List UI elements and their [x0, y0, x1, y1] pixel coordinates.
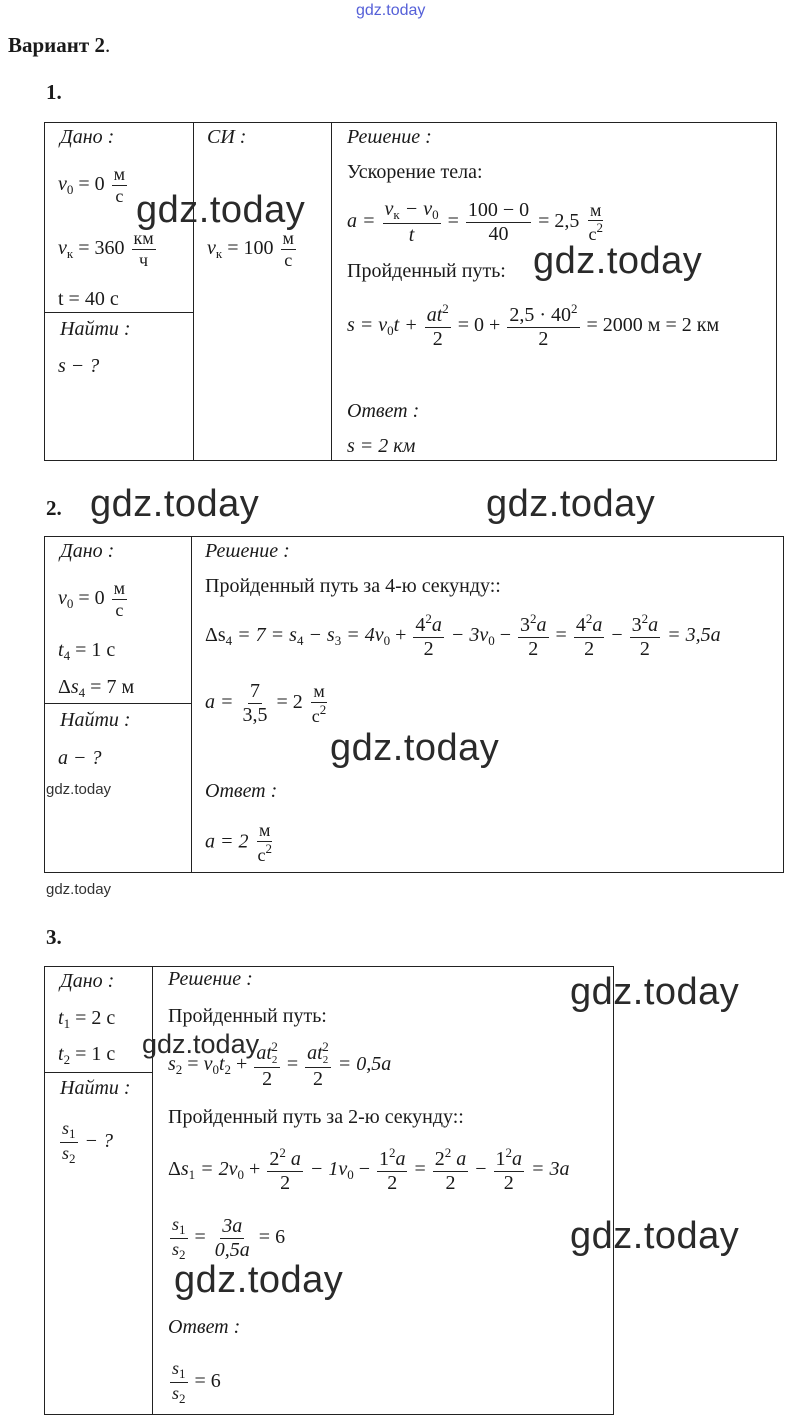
given-t: t = 40 с: [58, 288, 119, 310]
ratio-formula: $\frac{s_1}{s_2}$ = $\frac{3a}{0,5a}$ = 6: [172, 1214, 286, 1262]
si-vk: $v_к = 100$ $\frac{м}{с}$: [207, 228, 294, 270]
step-title: Пройденный путь:: [168, 1005, 327, 1027]
step-title: Ускорение тела:: [347, 161, 483, 183]
divider: [331, 122, 332, 461]
divider: [44, 312, 193, 313]
given-v0: $v_0 = 0$ $\frac{м}{с}$: [58, 164, 126, 206]
step-title: Пройденный путь:: [347, 260, 506, 282]
watermark: gdz.today: [330, 727, 500, 769]
find-value: s − ?: [58, 355, 100, 377]
watermark: gdz.today: [136, 189, 306, 231]
watermark-top: gdz.today: [356, 2, 426, 19]
answer-label: Ответ :: [168, 1316, 241, 1338]
answer-label: Ответ :: [205, 780, 278, 802]
find-value: $\frac{s_1}{s_2}$ − ?: [62, 1118, 114, 1166]
solution-label: Решение :: [347, 126, 432, 148]
divider: [44, 1072, 152, 1073]
answer-value: s = 2 км: [347, 435, 416, 457]
watermark: gdz.today: [570, 1215, 740, 1257]
problem-2-number: 2.: [46, 496, 62, 520]
answer-value: $\frac{s_1}{s_2}$ = 6: [172, 1358, 221, 1406]
given-v0: $v_0 = 0$ $\frac{м}{с}$: [58, 578, 126, 620]
s2-formula: $s_2 = v_0t_2$ + $\frac{at_2^2}{2}$ = $\frac{at_2^2}{2}$ = 0,5a: [168, 1039, 392, 1090]
a-formula: a = $\frac{7}{3,5}$ = 2 $\frac{м}{с^2}$: [205, 680, 327, 726]
ds4-formula: $\Delta s_4 = 7 = s_4 - s_3 = 4v_0$ + $\frac{4^2a}{2}$ − $3v_0$ − $\frac{3^2a}{2}$ = $\frac{4^2a}{2}$ − $\frac{3^2a}{2}$ = 3,5a: [205, 611, 721, 660]
solution-label: Решение :: [168, 968, 253, 990]
find-label: Найти :: [60, 318, 131, 340]
step-title: Пройденный путь за 2-ю секунду::: [168, 1106, 464, 1128]
ds1-formula: $\Delta s_1 = 2v_0$ + $\frac{2^2 a}{2}$ − $1v_0$ − $\frac{1^2a}{2}$ = $\frac{2^2 a}{2}$ − $\frac{1^2a}{2}$ = 3a: [168, 1145, 570, 1194]
watermark: gdz.today: [533, 240, 703, 282]
watermark: gdz.today: [486, 483, 656, 525]
problem-1-number: 1.: [46, 80, 62, 104]
acceleration-formula: a = $\frac{v_к - v_0}{t}$ = $\frac{100 - 0}{40}$ = 2,5 $\frac{м}{с^2}$: [347, 198, 603, 246]
path-formula: $s = v_0t$ + $\frac{at^2}{2}$ = 0 + $\frac{2,5 \cdot 40^2}{2}$ = 2000 м = 2 км: [347, 301, 720, 350]
given-vk: $v_к = 360$ $\frac{км}{ч}$: [58, 228, 154, 270]
find-label: Найти :: [60, 1077, 131, 1099]
step-title: Пройденный путь за 4-ю секунду::: [205, 575, 501, 597]
find-value: a − ?: [58, 747, 102, 769]
find-label: Найти :: [60, 709, 131, 731]
answer-value: a = 2 $\frac{м}{с^2}$: [205, 820, 272, 865]
divider: [191, 536, 192, 873]
problem-3-number: 3.: [46, 925, 62, 949]
variant-title: Вариант 2.: [8, 33, 111, 57]
given-label: Дано :: [60, 126, 115, 148]
given-label: Дано :: [60, 970, 115, 992]
watermark: gdz.today: [46, 881, 112, 898]
given-t2: $t_2 = 1$ с: [58, 1043, 116, 1067]
given-t4: $t_4 = 1$ с: [58, 639, 116, 663]
watermark: gdz.today: [46, 781, 112, 798]
watermark: gdz.today: [174, 1259, 344, 1301]
given-t1: $t_1 = 2$ с: [58, 1007, 116, 1031]
divider: [44, 703, 191, 704]
watermark: gdz.today: [90, 483, 260, 525]
answer-label: Ответ :: [347, 400, 420, 422]
given-ds4: $\Delta s_4 = 7$ м: [58, 676, 135, 700]
si-label: СИ :: [207, 126, 247, 148]
divider: [193, 122, 194, 461]
given-label: Дано :: [60, 540, 115, 562]
solution-label: Решение :: [205, 540, 290, 562]
watermark: gdz.today: [142, 1029, 260, 1059]
watermark: gdz.today: [570, 971, 740, 1013]
